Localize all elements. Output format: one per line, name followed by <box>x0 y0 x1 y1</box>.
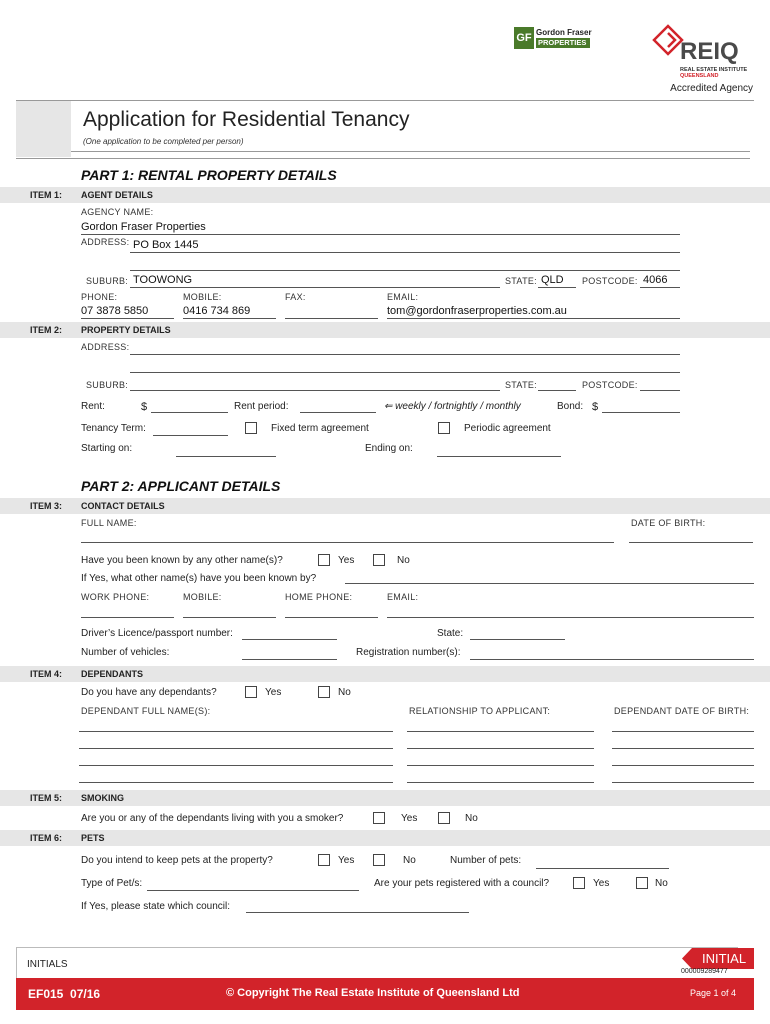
dependant-rel-line-3[interactable] <box>407 765 594 766</box>
home-phone-line[interactable] <box>285 617 378 618</box>
property-address-line-2 <box>130 372 680 373</box>
dependants-yes-label: Yes <box>265 687 282 698</box>
property-state-label: STATE: <box>505 380 537 390</box>
state-value[interactable]: QLD <box>541 274 564 286</box>
starting-on-label: Starting on: <box>81 443 133 454</box>
gf-logo-bottom: PROPERTIES <box>536 38 590 48</box>
applicant-email-line[interactable] <box>387 617 754 618</box>
dependant-rel-line-2[interactable] <box>407 748 594 749</box>
reiq-logo <box>652 24 752 80</box>
starting-on-line[interactable] <box>176 456 276 457</box>
item2-heading: PROPERTY DETAILS <box>81 325 171 335</box>
gf-monogram-icon: GF <box>514 27 534 49</box>
ending-on-label: Ending on: <box>365 443 413 454</box>
email-value[interactable]: tom@gordonfraserproperties.com.au <box>387 305 567 317</box>
smoker-yes-checkbox[interactable] <box>373 812 385 824</box>
rent-dollar: $ <box>141 401 148 413</box>
type-of-pets-label: Type of Pet/s: <box>81 878 143 889</box>
registered-no-checkbox[interactable] <box>636 877 648 889</box>
rent-period-label: Rent period: <box>234 401 289 412</box>
phone-line <box>81 318 174 319</box>
item6-label: ITEM 6: <box>30 833 63 843</box>
tenancy-term-line[interactable] <box>153 435 228 436</box>
dependant-dob-col: DEPENDANT DATE OF BIRTH: <box>614 706 750 716</box>
vehicles-line[interactable] <box>242 659 337 660</box>
applicant-email-label: EMAIL: <box>387 592 419 602</box>
periodic-checkbox[interactable] <box>438 422 450 434</box>
dependants-no-checkbox[interactable] <box>318 686 330 698</box>
pets-question: Do you intend to keep pets at the property? <box>81 855 273 866</box>
initials-box <box>16 947 738 978</box>
full-name-line[interactable] <box>81 542 614 543</box>
dependant-dob-line-4[interactable] <box>612 782 754 783</box>
dependant-name-line-4[interactable] <box>79 782 393 783</box>
fixed-term-checkbox[interactable] <box>245 422 257 434</box>
initials-label: INITIALS <box>27 959 68 970</box>
header-rule-bottom2 <box>16 158 750 159</box>
council-line[interactable] <box>246 912 469 913</box>
dob-label: DATE OF BIRTH: <box>631 518 706 528</box>
property-suburb-line <box>130 390 500 391</box>
fax-label: FAX: <box>285 292 306 302</box>
registered-yes-label: Yes <box>593 878 610 889</box>
smoker-no-checkbox[interactable] <box>438 812 450 824</box>
dependants-question: Do you have any dependants? <box>81 687 217 698</box>
suburb-label: SUBURB: <box>86 276 129 286</box>
bond-line[interactable] <box>602 412 680 413</box>
postcode-value[interactable]: 4066 <box>643 274 668 286</box>
periodic-label: Periodic agreement <box>464 423 551 434</box>
registered-yes-checkbox[interactable] <box>573 877 585 889</box>
gf-logo-top: Gordon Fraser <box>536 28 592 37</box>
address-line-2 <box>130 270 680 271</box>
work-phone-label: WORK PHONE: <box>81 592 150 602</box>
known-other-yes-checkbox[interactable] <box>318 554 330 566</box>
property-postcode-line <box>640 390 680 391</box>
rent-period-line[interactable] <box>300 412 376 413</box>
dependant-dob-line-2[interactable] <box>612 748 754 749</box>
registration-label: Registration number(s): <box>356 647 461 658</box>
property-address-label: ADDRESS: <box>81 342 130 352</box>
known-other-question: Have you been known by any other name(s)? <box>81 555 283 566</box>
item4-label: ITEM 4: <box>30 669 63 679</box>
pets-yes-checkbox[interactable] <box>318 854 330 866</box>
licence-line[interactable] <box>242 639 337 640</box>
fixed-term-label: Fixed term agreement <box>271 423 369 434</box>
property-address-line-1 <box>130 354 680 355</box>
smoker-no-label: No <box>465 813 478 824</box>
initial-tab-label[interactable]: INITIAL <box>702 951 747 966</box>
licence-state-line[interactable] <box>470 639 565 640</box>
page-number: Page 1 of 4 <box>689 988 736 998</box>
known-other-no-label: No <box>397 555 410 566</box>
part1-title: PART 1: RENTAL PROPERTY DETAILS <box>81 167 337 183</box>
pets-no-checkbox[interactable] <box>373 854 385 866</box>
page-subtitle: (One application to be completed per person) <box>83 137 244 146</box>
known-other-yes-label: Yes <box>338 555 355 566</box>
other-names-line[interactable] <box>345 583 754 584</box>
address-label: ADDRESS: <box>81 237 130 247</box>
suburb-line <box>130 287 500 288</box>
dependant-rel-line-1[interactable] <box>407 731 594 732</box>
postcode-line <box>640 287 680 288</box>
email-line <box>387 318 680 319</box>
item1-heading: AGENT DETAILS <box>81 190 153 200</box>
property-suburb-label: SUBURB: <box>86 380 129 390</box>
other-names-question: If Yes, what other name(s) have you been known by? <box>81 573 317 584</box>
smoker-question: Are you or any of the dependants living with you a smoker? <box>81 813 344 824</box>
smoker-yes-label: Yes <box>401 813 418 824</box>
licence-label: Driver’s Licence/passport number: <box>81 628 233 639</box>
header-rule-top <box>16 100 754 101</box>
dependants-yes-checkbox[interactable] <box>245 686 257 698</box>
dependant-name-col: DEPENDANT FULL NAME(S): <box>81 706 211 716</box>
document-number: 000009289477 <box>681 968 728 975</box>
mobile-line <box>183 318 276 319</box>
applicant-mobile-line[interactable] <box>183 617 276 618</box>
reiq-wordmark: REIQ <box>680 38 739 65</box>
type-of-pets-line[interactable] <box>147 890 359 891</box>
ending-on-line[interactable] <box>437 456 561 457</box>
item6-bar <box>0 830 770 846</box>
agency-name-value[interactable]: Gordon Fraser Properties <box>81 221 206 233</box>
copyright: © Copyright The Real Estate Institute of Queensland Ltd <box>226 987 520 999</box>
suburb-value[interactable]: TOOWONG <box>133 274 193 286</box>
applicant-mobile-label: MOBILE: <box>183 592 222 602</box>
licence-state-label: State: <box>437 628 464 639</box>
rent-label: Rent: <box>81 401 105 412</box>
number-of-pets-line[interactable] <box>536 868 669 869</box>
pets-registered-question: Are your pets registered with a council? <box>374 878 550 889</box>
mobile-value[interactable]: 0416 734 869 <box>183 305 251 317</box>
item2-label: ITEM 2: <box>30 325 63 335</box>
dependant-name-line-3[interactable] <box>79 765 393 766</box>
dependant-dob-line-1[interactable] <box>612 731 754 732</box>
footer-bar <box>16 978 754 1010</box>
registration-line[interactable] <box>470 659 754 660</box>
full-name-label: FULL NAME: <box>81 518 137 528</box>
email-label: EMAIL: <box>387 292 419 302</box>
header-rule-bottom <box>71 151 750 152</box>
address-line-1 <box>130 252 680 253</box>
reiq-sub2: QUEENSLAND <box>680 73 719 79</box>
known-other-no-checkbox[interactable] <box>373 554 385 566</box>
bond-label: Bond: <box>557 401 584 412</box>
bond-dollar: $ <box>592 401 599 413</box>
dependant-dob-line-3[interactable] <box>612 765 754 766</box>
dependant-name-line-1[interactable] <box>79 731 393 732</box>
reiq-sub1: REAL ESTATE INSTITUTE <box>680 67 748 73</box>
dependant-name-line-2[interactable] <box>79 748 393 749</box>
fax-line <box>285 318 378 319</box>
number-of-pets-label: Number of pets: <box>450 855 522 866</box>
part2-title: PART 2: APPLICANT DETAILS <box>81 478 281 494</box>
tenancy-term-label: Tenancy Term: <box>81 423 146 434</box>
form-code: EF015 07/16 <box>28 987 101 1001</box>
page-title: Application for Residential Tenancy <box>83 108 410 131</box>
pets-no-label: No <box>403 855 416 866</box>
agency-name-line <box>81 234 680 235</box>
vehicles-label: Number of vehicles: <box>81 647 170 658</box>
dependant-rel-line-4[interactable] <box>407 782 594 783</box>
state-line <box>538 287 576 288</box>
item3-heading: CONTACT DETAILS <box>81 501 165 511</box>
dob-line[interactable] <box>629 542 753 543</box>
gordon-fraser-logo <box>514 27 590 49</box>
item3-label: ITEM 3: <box>30 501 63 511</box>
mobile-label: MOBILE: <box>183 292 222 302</box>
item4-heading: DEPENDANTS <box>81 669 144 679</box>
item5-heading: SMOKING <box>81 793 125 803</box>
address-value[interactable]: PO Box 1445 <box>133 239 199 251</box>
phone-label: PHONE: <box>81 292 118 302</box>
dependant-relationship-col: RELATIONSHIP TO APPLICANT: <box>409 706 551 716</box>
home-phone-label: HOME PHONE: <box>285 592 353 602</box>
item5-label: ITEM 5: <box>30 793 63 803</box>
title-side-block <box>16 101 71 157</box>
item6-heading: PETS <box>81 833 105 843</box>
dependants-no-label: No <box>338 687 351 698</box>
item1-label: ITEM 1: <box>30 190 63 200</box>
council-label: If Yes, please state which council: <box>81 901 230 912</box>
phone-value[interactable]: 07 3878 5850 <box>81 305 149 317</box>
rent-line[interactable] <box>151 412 228 413</box>
accredited-agency: Accredited Agency <box>670 83 753 94</box>
rent-period-options: ⇐ weekly / fortnightly / monthly <box>384 401 521 412</box>
pets-yes-label: Yes <box>338 855 355 866</box>
agency-name-label: AGENCY NAME: <box>81 207 154 217</box>
property-postcode-label: POSTCODE: <box>582 380 638 390</box>
work-phone-line[interactable] <box>81 617 174 618</box>
property-state-line <box>538 390 576 391</box>
postcode-label: POSTCODE: <box>582 276 638 286</box>
registered-no-label: No <box>655 878 668 889</box>
state-label: STATE: <box>505 276 537 286</box>
